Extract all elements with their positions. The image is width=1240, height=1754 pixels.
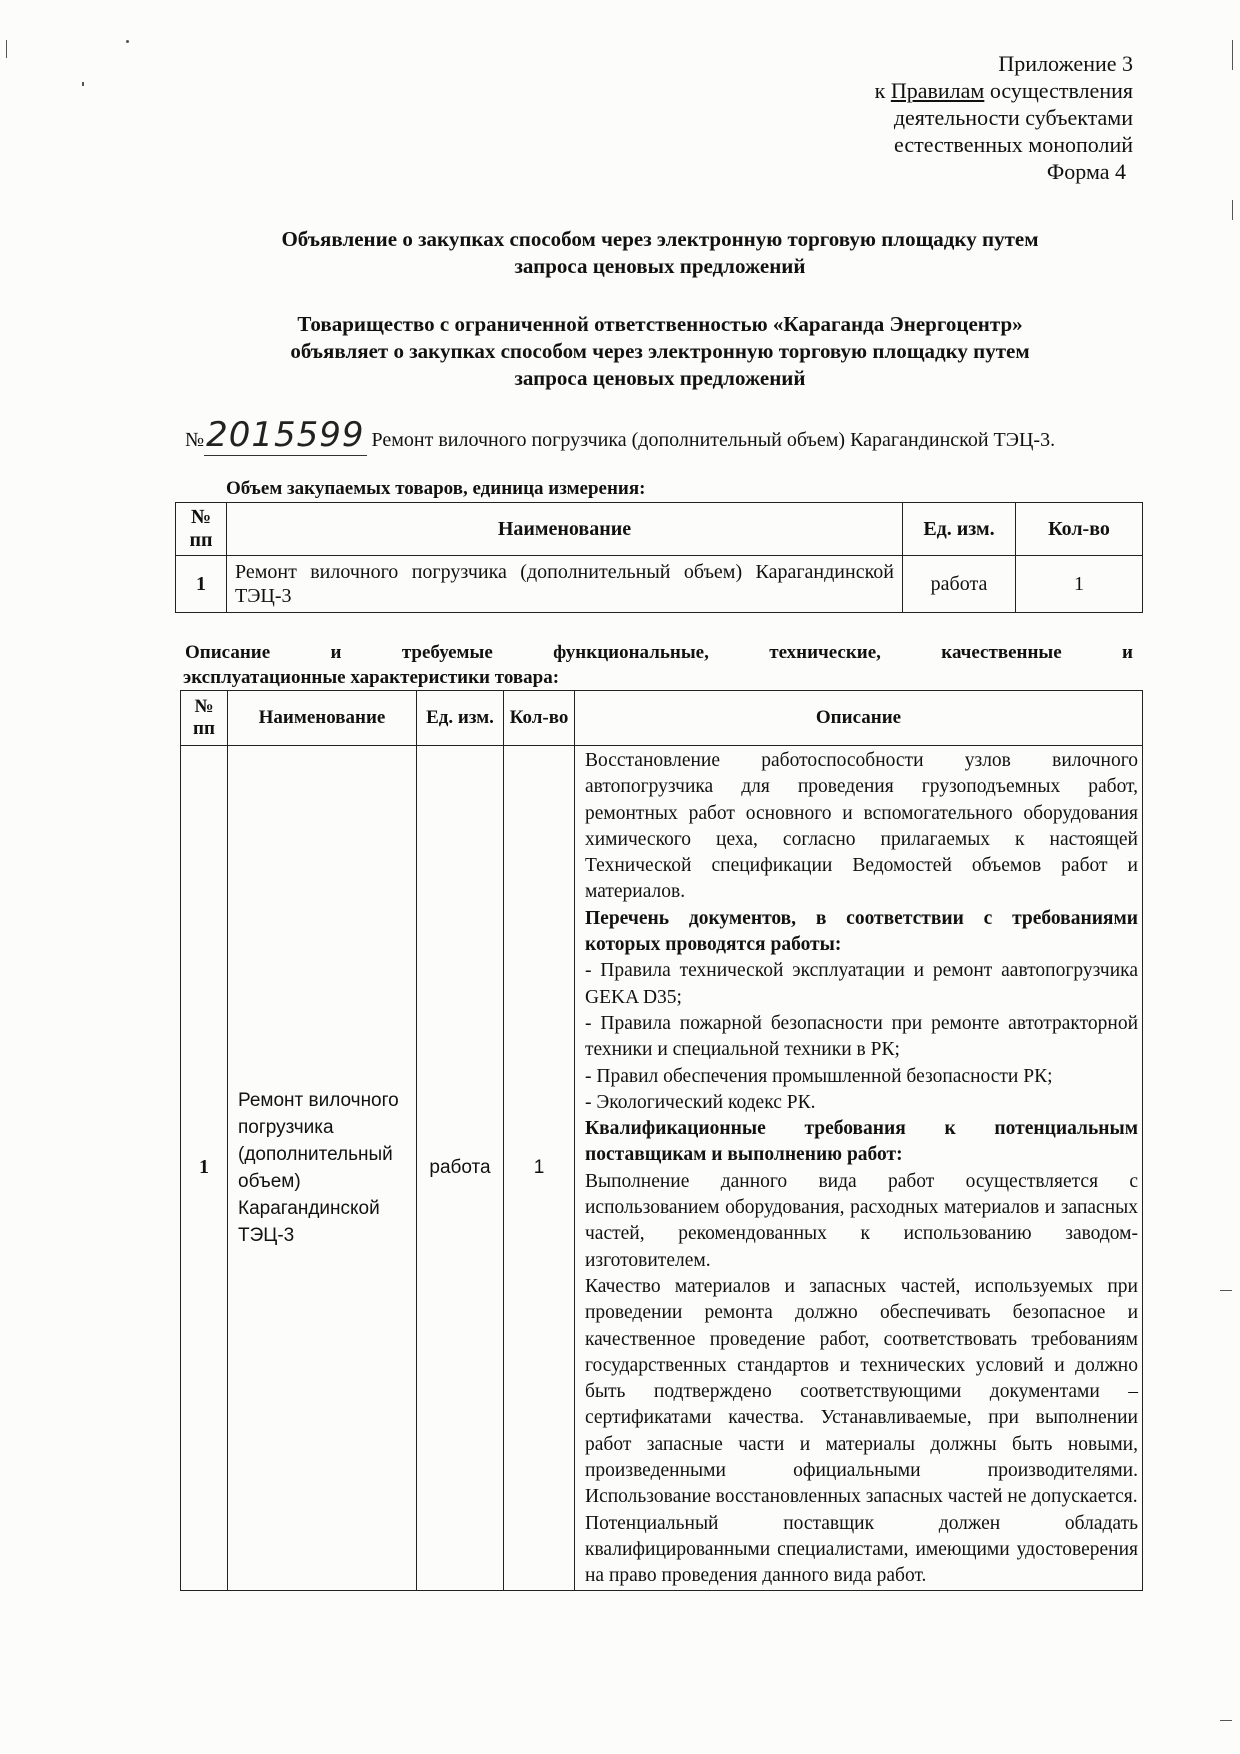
lot-number-sign: № — [185, 429, 205, 451]
lot-title: Ремонт вилочного погрузчика (дополнительный объем) Карагандинской ТЭЦ-3. — [371, 429, 1056, 451]
org-line: объявляет о закупках способом через электронную торговую площадку путем — [290, 339, 1030, 363]
appendix-line — [875, 77, 1133, 104]
scan-edge-mark — [1220, 1290, 1232, 1291]
lot-line — [185, 415, 1055, 455]
cell-unit: работа — [903, 556, 1016, 613]
col-header-qty: Кол-во — [1016, 503, 1143, 556]
scan-edge-mark — [126, 40, 129, 43]
documents-heading: Перечень документов, в соответствии с требованиями которых проводятся работы: — [585, 907, 1138, 956]
list-item: - Экологический кодекс РК. — [585, 1091, 816, 1113]
col-header-unit: Ед. изм. — [417, 691, 504, 746]
scan-edge-mark — [82, 82, 84, 86]
cell-name: Ремонт вилочного погрузчика (дополнительный объем) Карагандинской ТЭЦ-3 — [228, 746, 417, 1591]
cell-qty: 1 — [1016, 556, 1143, 613]
volume-table — [175, 502, 1143, 613]
scan-edge-mark — [1232, 40, 1233, 70]
col-header-name: Наименование — [227, 503, 903, 556]
spec-heading-line: Описание и требуемые функциональные, технические, качественные и — [185, 642, 1133, 663]
title-line: запроса ценовых предложений — [514, 254, 806, 278]
description-paragraph: Восстановление работоспособности узлов вилочного автопогрузчика для проведения грузоподъемных работ, ремонтных работ основного и вспомогательного оборудования химического цеха, согласно прилагаемых к настоящей Технической спецификации Ведомостей объемов работ и материалов. — [585, 750, 1138, 903]
scan-edge-mark — [6, 40, 7, 58]
appendix-header — [875, 50, 1133, 185]
cell-num: 1 — [176, 556, 227, 613]
list-item: - Правила пожарной безопасности при ремонте автотракторной техники и специальной техники в РК; — [585, 1012, 1138, 1061]
spec-heading-line: эксплуатационные характеристики товара: — [183, 667, 560, 688]
description-paragraph: Качество материалов и запасных частей, используемых при проведении ремонта должно обеспечивать безопасное и качественное проведение работ, соответствовать требованиям государственных стандартов и технических условий и должно быть подтверждено соответствующими документами – сертификатами качества. Устанавливаемые, при выполнении работ запасные части и материалы должны быть новыми, произведенными официальными производителями. Использование восстановленных запасных частей не допускается. — [585, 1275, 1138, 1508]
scan-edge-mark — [1232, 200, 1233, 220]
form-number: Форма 4 — [1046, 159, 1126, 184]
appendix-line: естественных монополий — [894, 132, 1133, 157]
rules-link[interactable]: Правилам — [890, 78, 985, 103]
lot-number-handwritten: 2015599 — [206, 415, 365, 455]
qualification-heading: Квалификационные требования к потенциальным поставщикам и выполнению работ: — [585, 1118, 1138, 1166]
appendix-prefix: к — [874, 78, 891, 103]
col-header-unit: Ед. изм. — [903, 503, 1016, 556]
col-header-num: № пп — [181, 691, 228, 746]
list-item: - Правил обеспечения промышленной безопасности РК; — [585, 1065, 1053, 1087]
cell-description — [575, 746, 1143, 1591]
org-line: запроса ценовых предложений — [514, 366, 806, 390]
col-header-num: № пп — [176, 503, 227, 556]
list-item: - Правила технической эксплуатации и ремонт аавтопогрузчика GEKA D35; — [585, 960, 1138, 1008]
cell-name: Ремонт вилочного погрузчика (дополнительный объем) Карагандинской ТЭЦ-3 — [227, 556, 903, 613]
organization-statement — [180, 311, 1140, 392]
table-header-row — [176, 503, 1143, 556]
col-header-description: Описание — [575, 691, 1143, 746]
appendix-suffix: осуществления — [984, 78, 1133, 103]
announcement-title — [180, 226, 1140, 280]
volume-heading: Объем закупаемых товаров, единица измерения: — [226, 478, 646, 499]
table-row — [181, 746, 1143, 1591]
appendix-line: Приложение 3 — [998, 51, 1133, 76]
cell-num: 1 — [181, 746, 228, 1591]
col-header-qty: Кол-во — [504, 691, 575, 746]
cell-qty: 1 — [504, 746, 575, 1591]
table-row — [176, 556, 1143, 613]
description-paragraph: Выполнение данного вида работ осуществляется с использованием оборудования, расходных материалов и запасных частей, рекомендованных к использованию заводом-изготовителем. — [585, 1170, 1138, 1271]
col-header-name: Наименование — [228, 691, 417, 746]
description-paragraph: Потенциальный поставщик должен обладать квалифицированными специалистами, имеющими удостоверения на право проведения данного вида работ. — [585, 1512, 1138, 1587]
cell-unit: работа — [417, 746, 504, 1591]
spec-table — [180, 690, 1143, 1591]
title-line: Объявление о закупках способом через электронную торговую площадку путем — [281, 227, 1039, 251]
appendix-line: деятельности субъектами — [893, 105, 1133, 130]
spec-heading — [185, 640, 1133, 690]
org-line: Товарищество с ограниченной ответственностью «Караганда Энергоцентр» — [297, 312, 1023, 336]
table-header-row — [181, 691, 1143, 746]
scan-edge-mark — [1220, 1720, 1232, 1721]
